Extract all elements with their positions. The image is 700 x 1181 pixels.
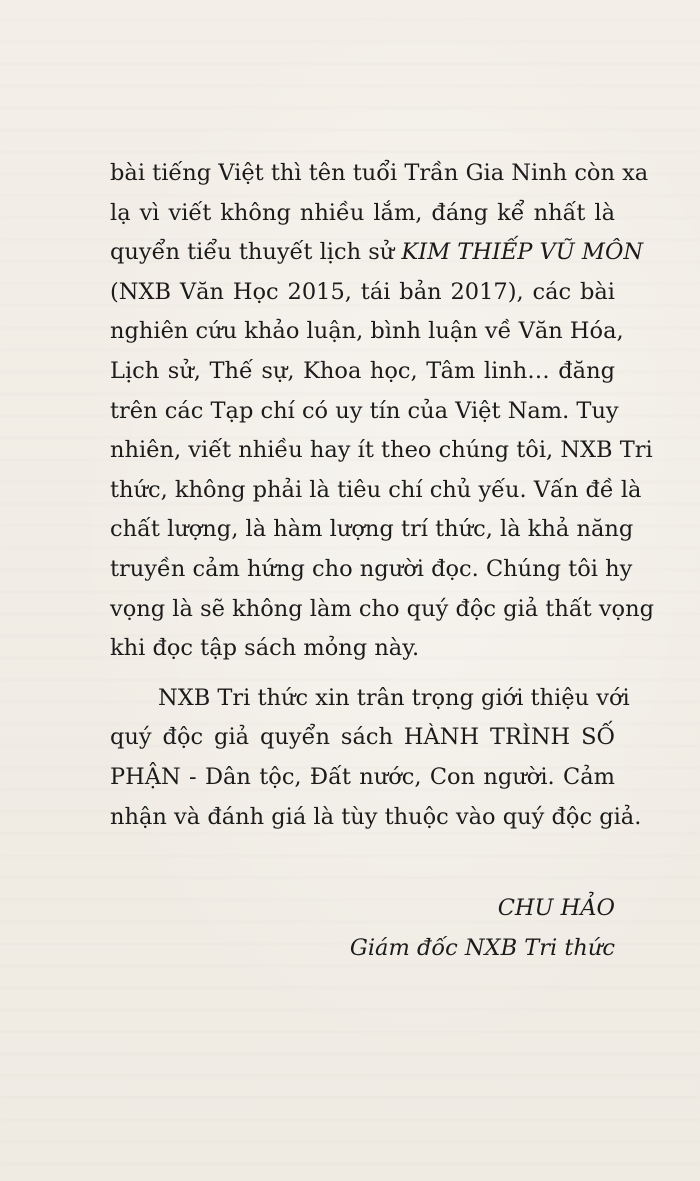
text-line: bài tiếng Việt thì tên tuổi Trần Gia Ninh còn xa — [110, 160, 649, 186]
text-line: thức, không phải là tiêu chí chủ yếu. Vấn đề là — [110, 476, 642, 503]
paragraph-1 — [110, 154, 654, 669]
paragraph-gap — [110, 669, 615, 679]
text-line: chất lượng, là hàm lượng trí thức, là khả năng — [110, 516, 634, 543]
text-line: truyền cảm hứng cho người đọc. Chúng tôi hy — [110, 555, 633, 582]
signature-name: CHU HẢO — [497, 895, 615, 922]
text-line: NXB Tri thức xin trân trọng giới thiệu với — [158, 684, 630, 711]
text-line: PHẬN - Dân tộc, Đất nước, Con người. Cảm — [110, 763, 615, 790]
text-line: nhận và đánh giá là tùy thuộc vào quý độc giả. — [110, 803, 642, 830]
book-title: KIM THIẾP VŨ MÔN — [401, 239, 644, 266]
text-line-with-title — [110, 233, 644, 273]
text-line: vọng là sẽ không làm cho quý độc giả thất vọng — [110, 595, 654, 622]
text-line: quý độc giả quyển sách HÀNH TRÌNH SỐ — [110, 724, 615, 751]
signature-role: Giám đốc NXB Tri thức — [349, 934, 615, 961]
text-line: nhiên, viết nhiều hay ít theo chúng tôi, NXB Tri — [110, 437, 653, 464]
text-line: nghiên cứu khảo luận, bình luận về Văn Hóa, — [110, 318, 624, 345]
text-line: Lịch sử, Thế sự, Khoa học, Tâm linh… đăng — [110, 357, 615, 384]
body-text — [110, 154, 654, 968]
text-line: khi đọc tập sách mỏng này. — [110, 635, 420, 662]
text-line: lạ vì viết không nhiều lắm, đáng kể nhất là — [110, 199, 615, 226]
text-line: (NXB Văn Học 2015, tái bản 2017), các bài — [110, 278, 615, 305]
text-fragment: quyển tiểu thuyết lịch sử — [110, 239, 402, 266]
paragraph-2 — [110, 679, 642, 837]
signature-block — [110, 889, 615, 968]
text-line: trên các Tạp chí có uy tín của Việt Nam. Tuy — [110, 397, 619, 424]
